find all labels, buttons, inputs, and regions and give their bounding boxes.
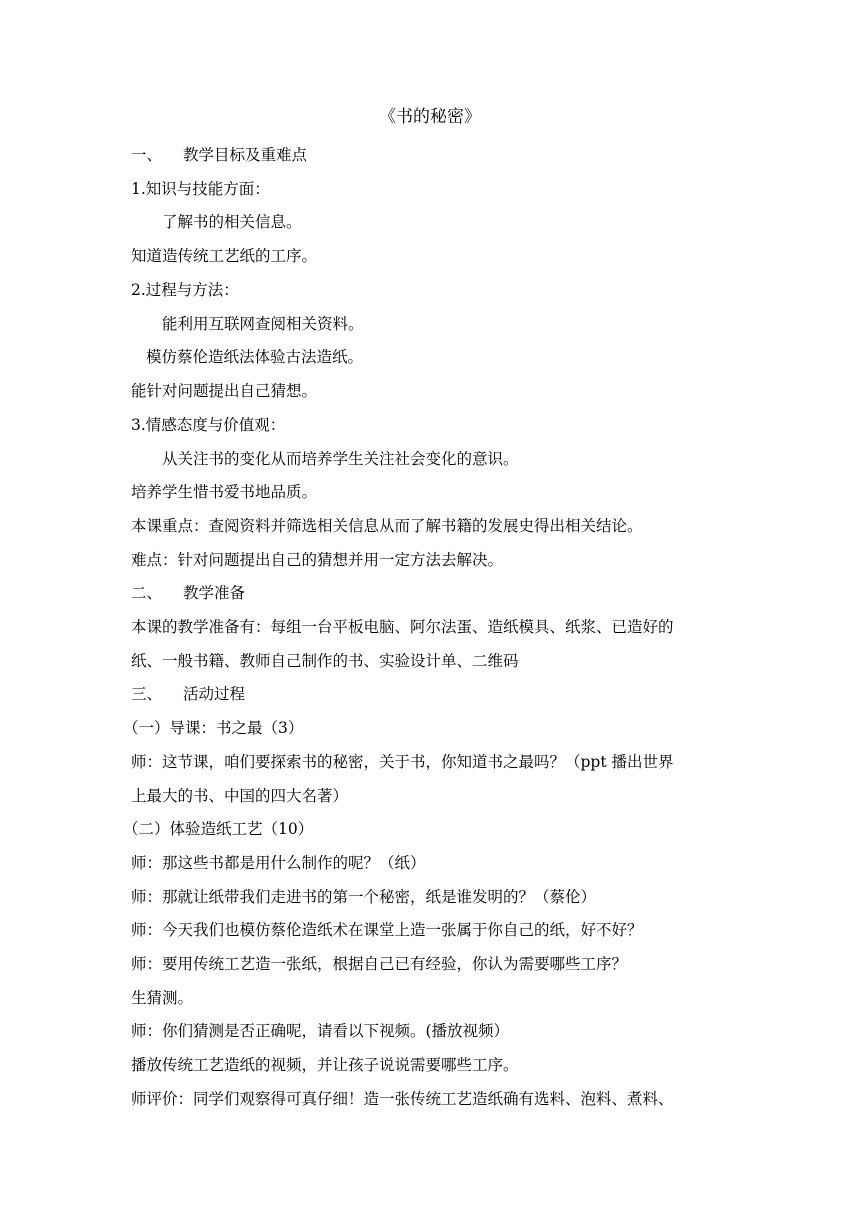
paragraph: 师：那就让纸带我们走进书的第一个秘密，纸是谁发明的？（蔡伦） — [131, 888, 597, 906]
paragraph: 知道造传统工艺纸的工序。 — [131, 247, 318, 265]
section-heading-3 — [131, 683, 245, 705]
paragraph: 师：你们猜测是否正确呢，请看以下视频。(播放视频） — [131, 1022, 510, 1040]
paragraph: 2.过程与方法： — [131, 281, 239, 299]
paragraph: 本课的教学准备有：每组一台平板电脑、阿尔法蛋、造纸模具、纸浆、已造好的 — [131, 618, 674, 636]
section-text: 教学准备 — [183, 584, 246, 602]
paragraph: 播放传统工艺造纸的视频，并让孩子说说需要哪些工序。 — [131, 1056, 519, 1074]
paragraph: 1.知识与技能方面： — [131, 180, 270, 198]
section-number: 三、 — [131, 685, 163, 703]
section-text: 活动过程 — [183, 685, 246, 703]
section-heading-1 — [131, 144, 307, 166]
paragraph: 了解书的相关信息。 — [162, 213, 302, 231]
document-title: 《书的秘密》 — [379, 107, 481, 127]
paragraph: 师：要用传统工艺造一张纸，根据自己已有经验，你认为需要哪些工序？ — [131, 955, 628, 973]
subsection-heading: （二）体验造纸工艺（10） — [123, 820, 314, 838]
paragraph: 模仿蔡伦造纸法体验古法造纸。 — [146, 348, 364, 366]
paragraph: 师：今天我们也模仿蔡伦造纸术在课堂上造一张属于你自己的纸，好不好？ — [131, 921, 643, 939]
paragraph: 上最大的书、中国的四大名著） — [131, 787, 349, 805]
subsection-heading: （一）导课：书之最（3） — [123, 719, 304, 737]
paragraph: 能针对问题提出自己猜想。 — [131, 382, 318, 400]
paragraph: 能利用互联网查阅相关资料。 — [162, 315, 364, 333]
section-number: 一、 — [131, 146, 163, 164]
paragraph: 纸、一般书籍、教师自己制作的书、实验设计单、二维码 — [131, 652, 519, 670]
section-number: 二、 — [131, 584, 163, 602]
paragraph: 师：那这些书都是用什么制作的呢？（纸） — [131, 854, 426, 872]
paragraph: 生猜测。 — [131, 989, 194, 1007]
paragraph: 本课重点：查阅资料并筛选相关信息从而了解书籍的发展史得出相关结论。 — [131, 517, 643, 535]
paragraph: 师评价：同学们观察得可真仔细！造一张传统工艺造纸确有选料、泡料、煮料、 — [131, 1090, 674, 1108]
section-text: 教学目标及重难点 — [183, 146, 308, 164]
paragraph: 3.情感态度与价值观： — [131, 416, 286, 434]
section-heading-2 — [131, 582, 245, 604]
paragraph: 从关注书的变化从而培养学生关注社会变化的意识。 — [162, 450, 519, 468]
paragraph: 师：这节课，咱们要探索书的秘密，关于书，你知道书之最吗？（ppt 播出世界 — [131, 753, 674, 771]
paragraph: 难点：针对问题提出自己的猜想并用一定方法去解决。 — [131, 551, 504, 569]
paragraph: 培养学生惜书爱书地品质。 — [131, 483, 318, 501]
